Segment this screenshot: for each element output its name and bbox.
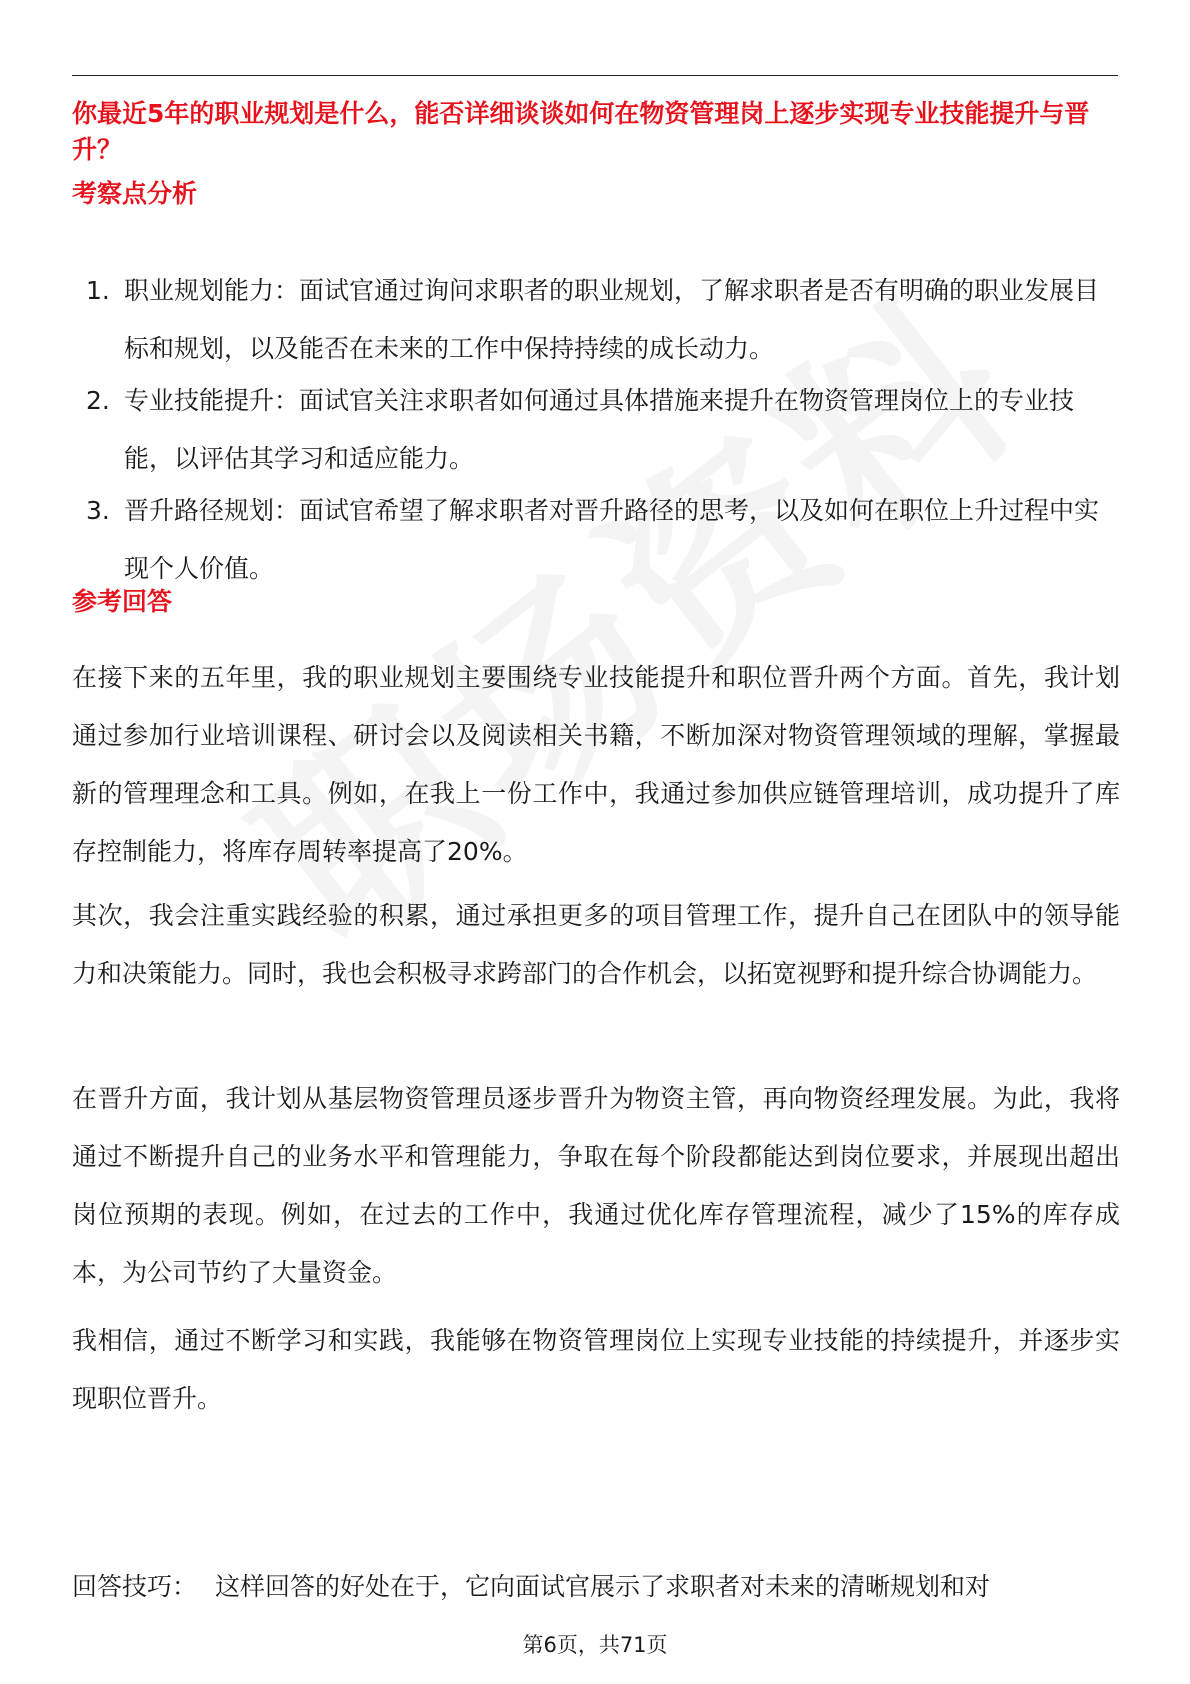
- point-text: 晋升路径规划：面试官希望了解求职者对晋升路径的思考，以及如何在职位上升过程中实现个人价值。: [124, 496, 1100, 583]
- page-number: 第6页，共71页: [522, 1633, 668, 1657]
- analysis-point-3: [72, 482, 1118, 598]
- header-rule: [72, 75, 1118, 76]
- analysis-heading: 考察点分析: [72, 179, 198, 208]
- point-text: 职业规划能力：面试官通过询问求职者的职业规划，了解求职者是否有明确的职业发展目标和规划，以及能否在未来的工作中保持持续的成长动力。: [124, 276, 1100, 363]
- analysis-point-2: [72, 372, 1118, 488]
- answer-heading: 参考回答: [72, 587, 173, 616]
- tip-label: 回答技巧：: [72, 1572, 198, 1601]
- answer-paragraph-4: 我相信，通过不断学习和实践，我能够在物资管理岗位上实现专业技能的持续提升，并逐步实现职位晋升。: [72, 1326, 1120, 1413]
- analysis-points-list: [72, 262, 1118, 598]
- point-text: 专业技能提升：面试官关注求职者如何通过具体措施来提升在物资管理岗位上的专业技能，以评估其学习和适应能力。: [124, 386, 1075, 473]
- analysis-point-1: [72, 262, 1118, 378]
- answer-tip: [72, 1567, 1120, 1607]
- point-number: 3.: [86, 496, 110, 525]
- question-title: 你最近5年的职业规划是什么，能否详细谈谈如何在物资管理岗上逐步实现专业技能提升与晋升？: [72, 99, 1090, 164]
- point-number: 2.: [86, 386, 110, 415]
- answer-paragraph-1: 在接下来的五年里，我的职业规划主要围绕专业技能提升和职位晋升两个方面。首先，我计划通过参加行业培训课程、研讨会以及阅读相关书籍，不断加深对物资管理领域的理解，掌握最新的管理理念和工具。例如，在我上一份工作中，我通过参加供应链管理培训，成功提升了库存控制能力，将库存周转率提高了20%。: [72, 663, 1120, 866]
- tip-text: 这样回答的好处在于，它向面试官展示了求职者对未来的清晰规划和对: [215, 1572, 991, 1601]
- answer-paragraph-2: 其次，我会注重实践经验的积累，通过承担更多的项目管理工作，提升自己在团队中的领导能力和决策能力。同时，我也会积极寻求跨部门的合作机会，以拓宽视野和提升综合协调能力。: [72, 901, 1120, 988]
- point-number: 1.: [86, 276, 110, 305]
- answer-paragraph-3: 在晋升方面，我计划从基层物资管理员逐步晋升为物资主管，再向物资经理发展。为此，我将通过不断提升自己的业务水平和管理能力，争取在每个阶段都能达到岗位要求，并展现出超出岗位预期的表现。例如，在过去的工作中，我通过优化库存管理流程，减少了15%的库存成本，为公司节约了大量资金。: [72, 1084, 1120, 1287]
